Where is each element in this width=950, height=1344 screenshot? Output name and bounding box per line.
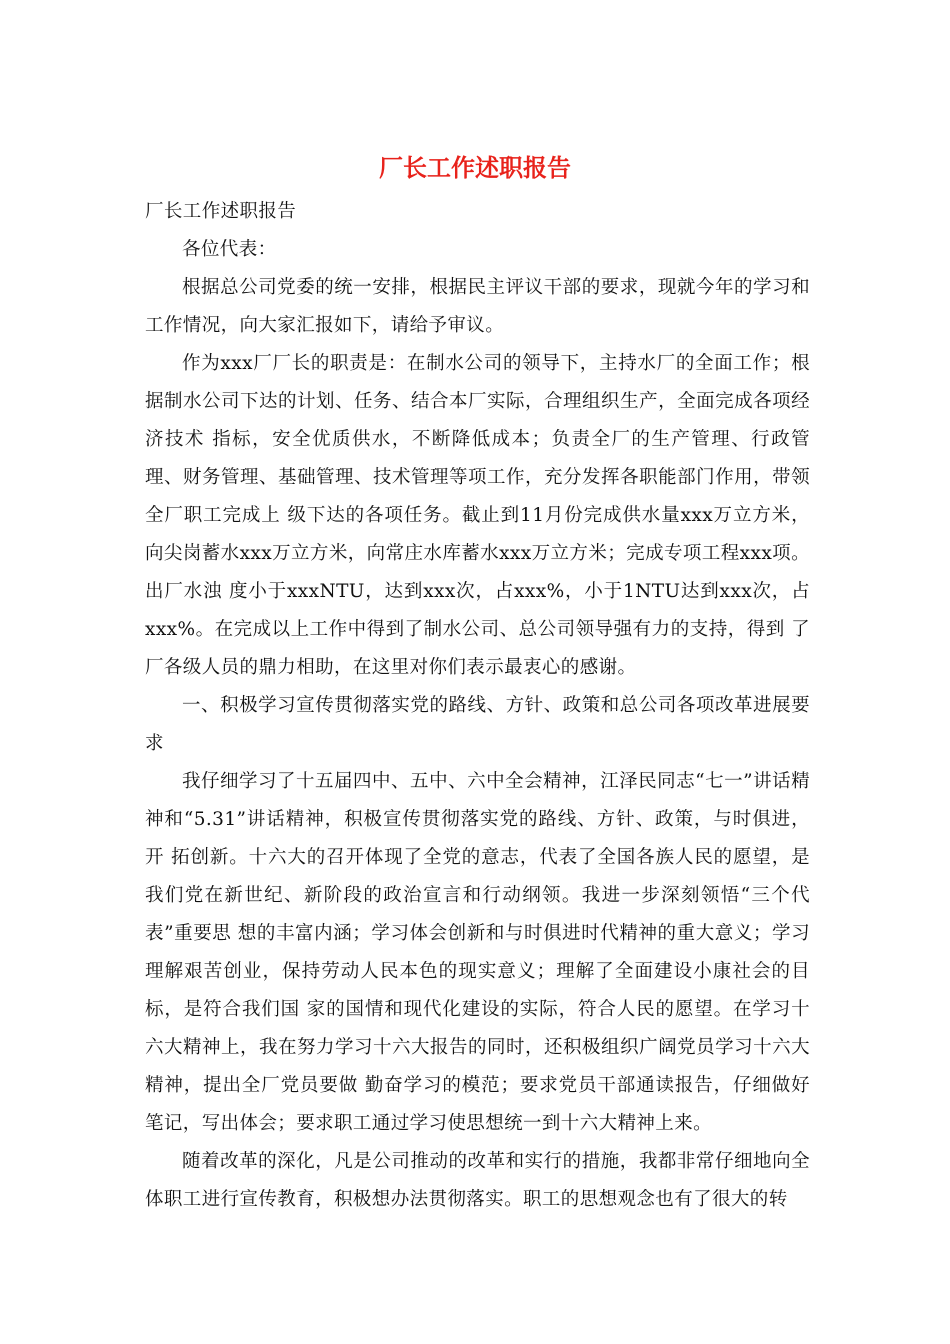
document-body <box>145 193 810 1219</box>
paragraph-intro: 根据总公司党委的统一安排，根据民主评议干部的要求，现就今年的学习和工作情况，向大家汇报如下，请给予审议。 <box>145 277 810 336</box>
paragraph-study: 我仔细学习了十五届四中、五中、六中全会精神，江泽民同志“七一”讲话精神和“5.31”讲话精神，积极宣传贯彻落实党的路线、方针、政策，与时俱进，开 拓创新。十六大的召开体现了全党的意志，代表了全国各族人民的愿望，是我们党在新世纪、新阶段的政治宣言和行动纲领。我进一步深刻领悟“三个代表”重要思 想的丰富内涵；学习体会创新和与时俱进时代精神的重大意义；学习理解艰苦创业，保持劳动人民本色的现实意义；理解了全面建设小康社会的目标，是符合我们国 家的国情和现代化建设的实际，符合人民的愿望。在学习十六大精神上，我在努力学习十六大报告的同时，还积极组织广阔党员学习十六大精神，提出全厂党员要做 勤奋学习的模范；要求党员干部通读报告，仔细做好笔记，写出体会；要求职工通过学习使思想统一到十六大精神上来。 <box>145 771 810 1134</box>
paragraph-salutation: 各位代表： <box>182 239 277 260</box>
paragraph-heading-repeat: 厂长工作述职报告 <box>145 201 297 222</box>
section-heading-1: 一、积极学习宣传贯彻落实党的路线、方针、政策和总公司各项改革进展要求 <box>145 695 810 754</box>
document-title: 厂长工作述职报告 <box>379 153 571 182</box>
paragraph-reform: 随着改革的深化，凡是公司推动的改革和实行的措施，我都非常仔细地向全体职工进行宣传教育，积极想办法贯彻落实。职工的思想观念也有了很大的转 <box>145 1151 810 1210</box>
paragraph-duties: 作为xxx厂厂长的职责是：在制水公司的领导下，主持水厂的全面工作；根据制水公司下达的计划、任务、结合本厂实际，合理组织生产，全面完成各项经济技术 指标，安全优质供水，不断降低成本；负责全厂的生产管理、行政管理、财务管理、基础管理、技术管理等项工作，充分发挥各职能部门作用，带领全厂职工完成上 级下达的各项任务。截止到11月份完成供水量xxx万立方米，向尖岗蓄水xxx万立方米，向常庄水库蓄水xxx万立方米；完成专项工程xxx项。出厂水浊 度小于xxxNTU，达到xxx次，占xxx%，小于1NTU达到xxx次，占xxx%。在完成以上工作中得到了制水公司、总公司领导强有力的支持，得到 了厂各级人员的鼎力相助，在这里对你们表示最衷心的感谢。 <box>145 353 810 678</box>
